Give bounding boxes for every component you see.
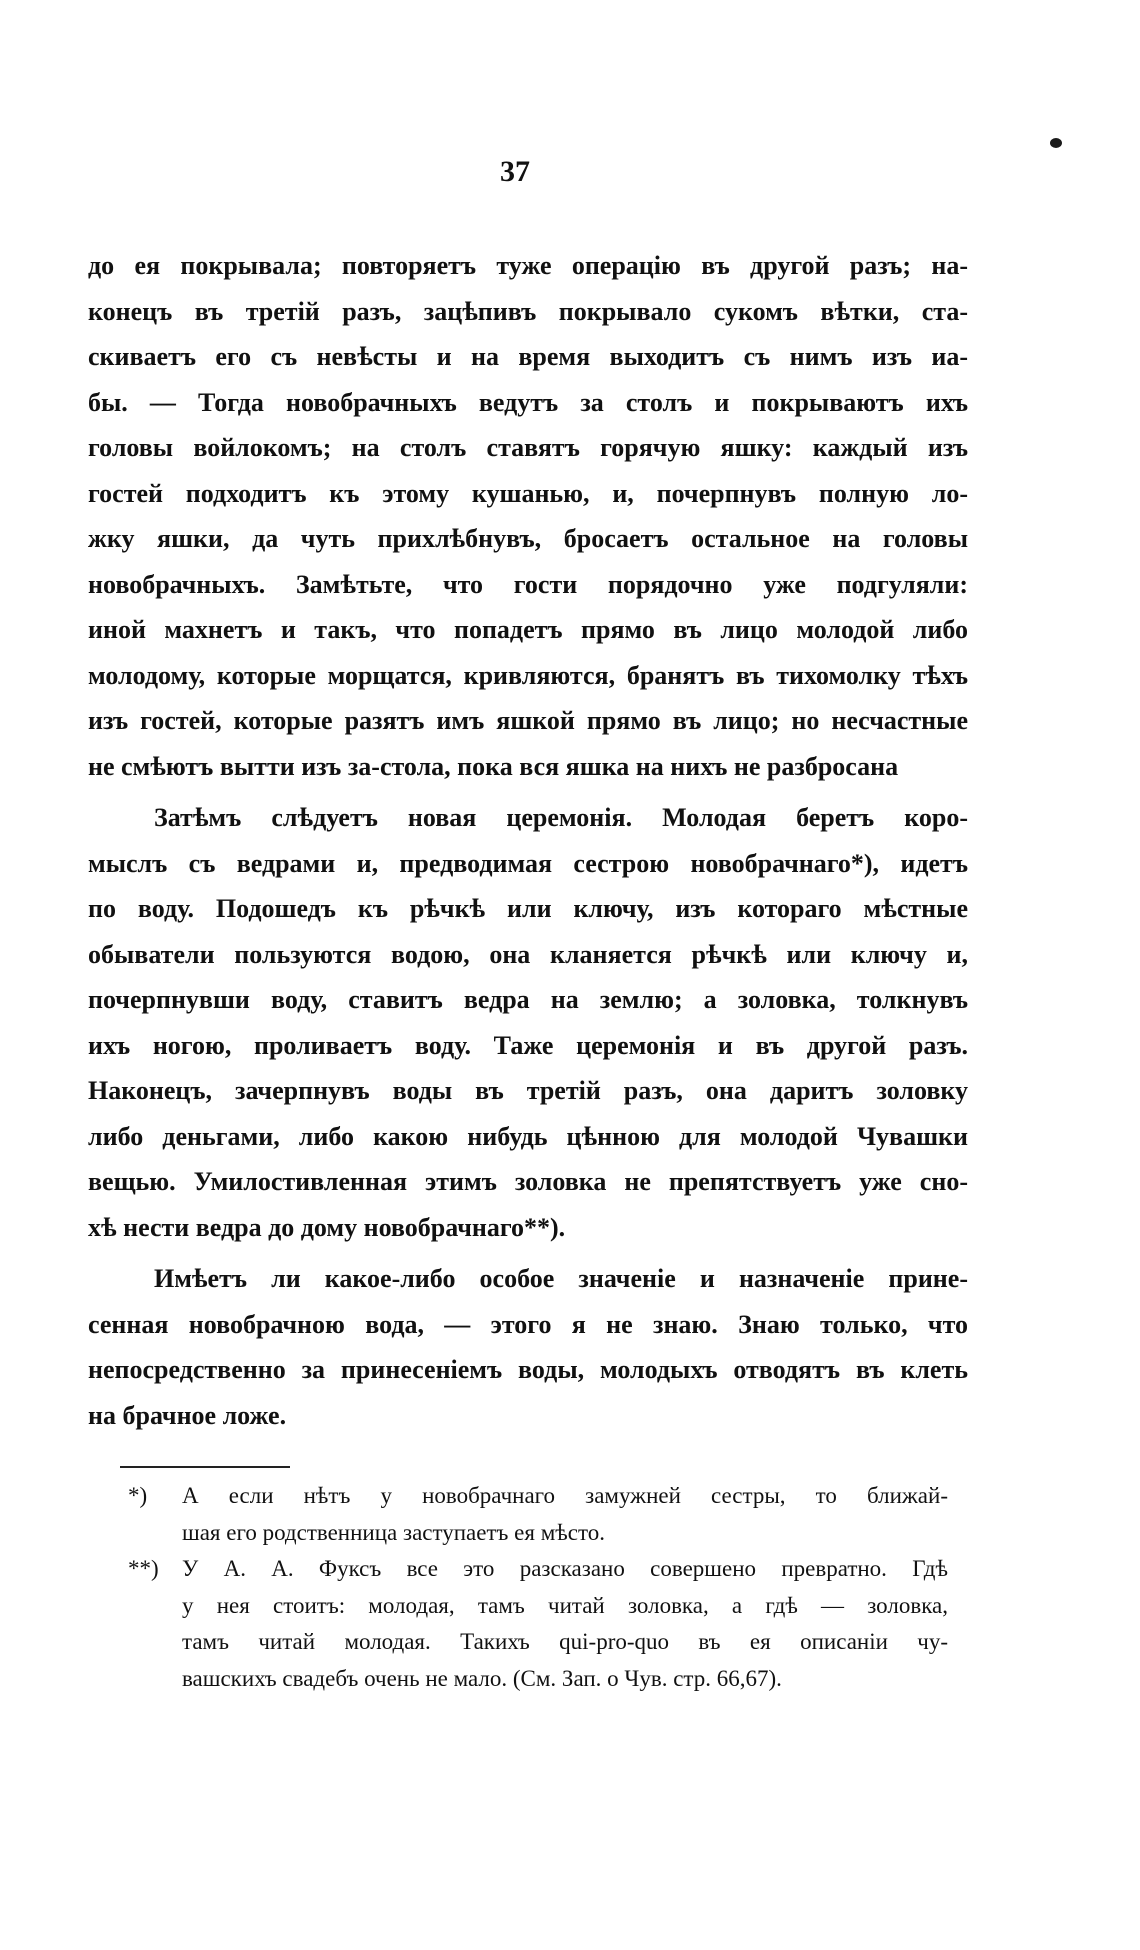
text-line: иной махнетъ и такъ, что попадетъ прямо въ лицо молодой либо (88, 615, 968, 644)
text-line: мыслъ съ ведрами и, предводимая сестрою новобрачнаго*), идетъ (88, 848, 968, 878)
text-line: Имѣетъ ли какое-либо особое значеніе и назначеніе прине- (154, 1264, 968, 1293)
text-line: бы. — Тогда новобрачныхъ ведутъ за столъ и покрываютъ ихъ (88, 387, 968, 417)
text-line: по воду. Подошедъ къ рѣчкѣ или ключу, изъ котораго мѣстные (88, 894, 968, 923)
footnote-text: А если нѣтъ у новобрачнаго замужней сестры, то ближай- (182, 1483, 948, 1508)
footnote-line (128, 1551, 948, 1588)
text-line: Затѣмъ слѣдуетъ новая церемонія. Молодая беретъ коро- (154, 803, 968, 832)
text-line: не смѣютъ вытти изъ за-стола, пока вся яшка на нихъ не разбросана (88, 751, 899, 781)
text-line: конецъ въ третій разъ, зацѣпивъ покрывало сукомъ вѣтки, ста- (88, 296, 968, 326)
footnote-line: у нея стоитъ: молодая, тамъ читай золовка, а гдѣ — золовка, (182, 1592, 948, 1618)
footnote-marker: *) (128, 1483, 148, 1508)
footnote-line: шая его родственница заступаетъ ея мѣсто. (182, 1519, 605, 1545)
text-line: почерпнувши воду, ставитъ ведра на землю; а золовка, толкнувъ (88, 985, 968, 1014)
footnote-divider (120, 1466, 290, 1468)
footnote-line: вашскихъ свадебъ очень не мало. (См. Зап. о Чув. стр. 66,67). (182, 1665, 782, 1691)
text-line: вещью. Умилостивленная этимъ золовка не препятствуетъ уже сно- (88, 1167, 968, 1196)
footnotes (128, 1478, 948, 1697)
footnote-marker: **) (128, 1556, 159, 1581)
text-line: непосредственно за принесеніемъ воды, молодыхъ отводятъ въ клеть (88, 1355, 968, 1384)
text-line: обыватели пользуются водою, она кланяется рѣчкѣ или ключу и, (88, 939, 968, 969)
text-line: сенная новобрачною вода, — этого я не знаю. Знаю только, что (88, 1309, 968, 1339)
ink-speck (1050, 138, 1062, 148)
text-line: хѣ нести ведра до дому новобрачнаго**). (88, 1212, 566, 1242)
text-line: до ея покрывала; повторяетъ туже операцію въ другой разъ; на- (88, 251, 968, 280)
text-line: гостей подходитъ къ этому кушанью, и, почерпнувъ полную ло- (88, 478, 968, 508)
text-line: либо деньгами, либо какою нибудь цѣнною для молодой Чувашки (88, 1121, 968, 1151)
text-line: Наконецъ, зачерпнувъ воды въ третій разъ, она даритъ золовку (88, 1076, 968, 1105)
body-text (88, 243, 968, 1438)
footnote-line: тамъ читай молодая. Такихъ qui-pro-quo въ ея описаніи чу- (182, 1629, 948, 1654)
text-line: ихъ ногою, проливаетъ воду. Таже церемонія и въ другой разъ. (88, 1030, 968, 1060)
text-line: изъ гостей, которые разятъ имъ яшкой прямо въ лицо; но несчастные (88, 706, 968, 735)
footnote-line (128, 1478, 948, 1515)
page-number: 37 (500, 155, 530, 188)
text-line: новобрачныхъ. Замѣтьте, что гости порядочно уже подгуляли: (88, 569, 968, 599)
text-line: головы войлокомъ; на столъ ставятъ горячую яшку: каждый изъ (88, 433, 968, 462)
text-line: молодому, которые морщатся, кривляются, бранятъ въ тихомолку тѣхъ (88, 660, 968, 690)
text-line: жку яшки, да чуть прихлѣбнувъ, бросаетъ остальное на головы (88, 524, 968, 553)
text-line: скиваетъ его съ невѣсты и на время выходитъ съ нимъ изъ иа- (88, 342, 968, 371)
footnote-text: У А. А. Фуксъ все это разсказано совершено превратно. Гдѣ (182, 1556, 948, 1581)
text-line: на брачное ложе. (88, 1400, 287, 1430)
